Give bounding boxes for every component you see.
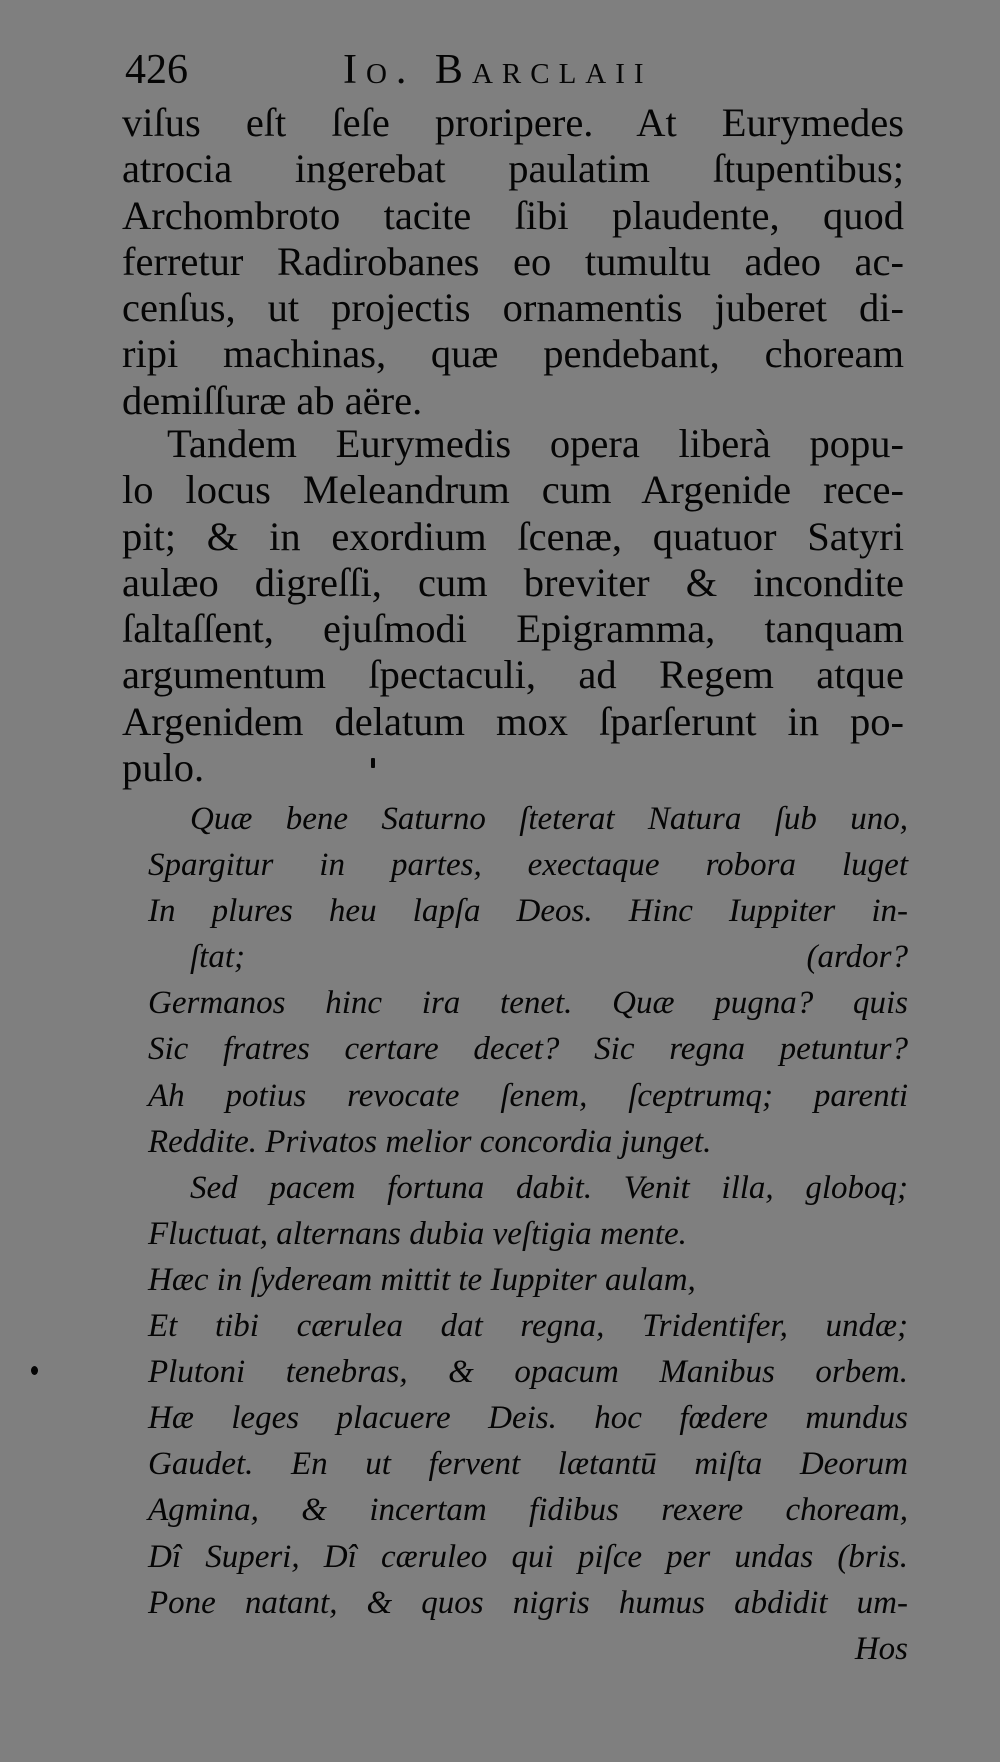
text-line: argumentum ſpectaculi, ad Regem atque [122, 652, 904, 698]
verse-line: Sed pacem fortuna dabit. Venit illa, globoq; [190, 1169, 908, 1206]
text-line: pulo. [122, 745, 205, 791]
verse-line: Sic fratres certare decet? Sic regna petuntur? [148, 1031, 908, 1068]
verse-line: Fluctuat, alternans dubia veſtigia mente. [148, 1215, 687, 1252]
verse-line: Spargitur in partes, exectaque robora luget [148, 847, 908, 884]
text-line: ripi machinas, quæ pendebant, choream [122, 331, 904, 377]
verse-line: Quæ bene Saturno ſteterat Natura ſub uno, [190, 801, 908, 837]
text-line: pit; & in exordium ſcenæ, quatuor Satyri [122, 513, 904, 559]
text-line: Tandem Eurymedis opera liberà popu- [167, 421, 904, 466]
verse-line: Reddite. Privatos melior concordia junget. [148, 1123, 712, 1160]
verse-line: Plutoni tenebras, & opacum Manibus orbem. [148, 1354, 908, 1391]
page-number: 426 [125, 47, 188, 93]
verse-line: Hæc in ſydeream mittit te Iuppiter aulam, [148, 1261, 696, 1298]
verse-line: Ah potius revocate ſenem, ſceptrumq; parenti [148, 1077, 908, 1114]
paragraph [122, 421, 904, 791]
margin-ink-mark [31, 1366, 38, 1375]
verse-fragment: ſtat; [190, 939, 245, 976]
verse-line: Dî Superi, Dî cæruleo qui piſce per undas (bris. [148, 1538, 908, 1575]
text-line: demiſſuræ ab aëre. [122, 377, 423, 423]
text-line: lo locus Meleandrum cum Argenide rece- [122, 467, 904, 513]
text-line: ferretur Radirobanes eo tumultu adeo ac- [122, 238, 904, 284]
running-title: Io. Barclaii [343, 47, 653, 93]
paragraph-continuation [122, 100, 904, 424]
ink-speck [371, 758, 375, 768]
text-line: Archombroto tacite ſibi plaudente, quod [122, 192, 904, 238]
text-line: Argenidem delatum mox ſparſerunt in po- [122, 698, 904, 744]
verse-line: Pone natant, & quos nigris humus abdidit um- [148, 1584, 908, 1621]
text-line: cenſus, ut projectis ornamentis juberet di- [122, 285, 904, 331]
text-line: aulæo digreſſi, cum breviter & incondite [122, 559, 904, 605]
text-line: viſus eſt ſeſe proripere. At Eurymedes [122, 100, 904, 145]
verse-line: Hæ leges placuere Deis. hoc fœdere mundus [148, 1400, 908, 1437]
running-head [125, 42, 905, 98]
verse-line: Et tibi cærulea dat regna, Tridentifer, undæ; [148, 1308, 908, 1345]
text-line: ſaltaſſent, ejuſmodi Epigramma, tanquam [122, 606, 904, 652]
verse-line: Germanos hinc ira tenet. Quæ pugna? quis [148, 985, 908, 1022]
verse-line: In plures heu lapſa Deos. Hinc Iuppiter in- [148, 893, 908, 930]
catchword: Hos [854, 1630, 908, 1667]
epigram-verse [148, 796, 908, 1672]
verse-line: Gaudet. En ut fervent lætantū miſta Deorum [148, 1446, 908, 1483]
verse-line-split [148, 934, 908, 980]
verse-line: Agmina, & incertam fidibus rexere choream, [148, 1492, 908, 1529]
verse-turnover: (ardor? [806, 939, 908, 976]
text-line: atrocia ingerebat paulatim ſtupentibus; [122, 146, 904, 192]
